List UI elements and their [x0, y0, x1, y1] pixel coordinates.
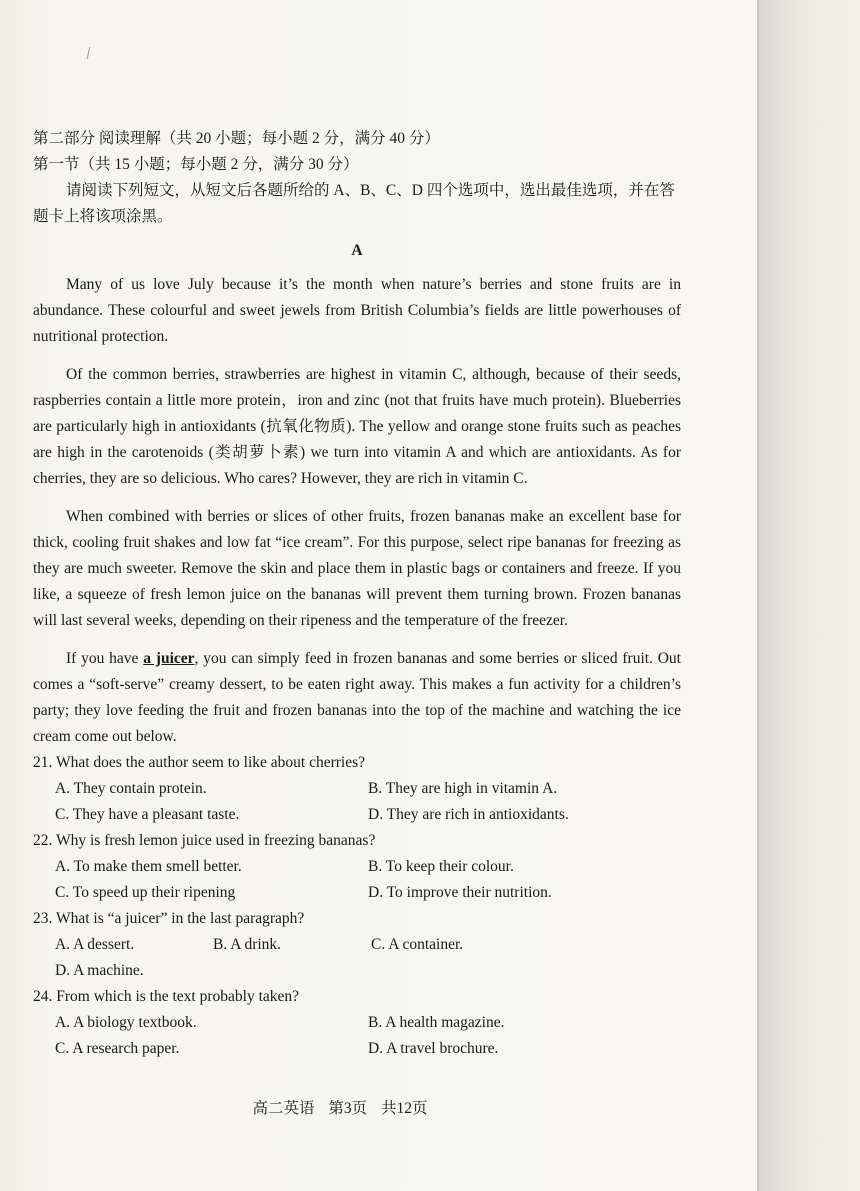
option-list — [33, 932, 681, 984]
option-d: D. A machine. — [55, 962, 144, 979]
option-a: A. To make them smell better. — [55, 858, 242, 875]
option-a: A. A biology textbook. — [55, 1014, 197, 1031]
passage-paragraph-2: Of the common berries, strawberries are highest in vitamin C, although, because of their seeds, raspberries contain a little more protein，iron and zinc (not that fruits have much protein). Blueberries are particularly high in antioxidants (抗氧化物质). The yellow and orange stone fruits such as peaches are high in the carotenoids (类胡萝卜素) we turn into vitamin A and which are antioxidants. As for cherries, they are so delicious. Who cares? However, they are rich in vitamin C. — [33, 366, 681, 487]
juicer-term: a juicer — [143, 650, 195, 667]
passage-paragraph-3: When combined with berries or slices of other fruits, frozen bananas make an excellent base for thick, cooling fruit shakes and low fat “ice cream”. For this purpose, select ripe bananas for freezing as they are much sweeter. Remove the skin and place them in plastic bags or containers and freeze. If you like, a squeeze of fresh lemon juice on the bananas will prevent them turning brown. Frozen bananas will last several weeks, depending on their ripeness and the temperature of the freezer. — [33, 508, 681, 629]
footer-subject: 高二英语 — [252, 1100, 315, 1117]
option-b: B. A health magazine. — [368, 1014, 505, 1031]
passage-label: A — [351, 242, 363, 259]
question-stem: 22. Why is fresh lemon juice used in freezing bananas? — [33, 832, 376, 849]
option-c: C. A research paper. — [55, 1040, 180, 1057]
passage-paragraph-1: Many of us love July because it’s the month when nature’s berries and stone fruits are in abundance. These colourful and sweet jewels from British Columbia’s fields are little powerhouses of nutritional protection. — [33, 276, 681, 345]
option-b: B. To keep their colour. — [368, 858, 514, 875]
paragraph-4-start: If you have — [66, 650, 144, 667]
option-c: C. To speed up their ripening — [55, 884, 236, 901]
question-24 — [33, 984, 681, 1062]
question-22 — [33, 828, 681, 906]
passage-paragraph-4 — [33, 646, 681, 750]
option-a: A. They contain protein. — [55, 780, 207, 797]
next-page-shadow — [759, 0, 860, 1191]
question-stem: 21. What does the author seem to like about cherries? — [33, 754, 365, 771]
page-footer — [0, 1096, 680, 1118]
option-c: C. They have a pleasant taste. — [55, 806, 240, 823]
question-stem: 23. What is “a juicer” in the last paragraph? — [33, 910, 305, 927]
option-b: B. They are high in vitamin A. — [368, 780, 558, 797]
question-21 — [33, 750, 681, 828]
option-d: D. They are rich in antioxidants. — [368, 806, 569, 823]
option-b: B. A drink. — [213, 936, 282, 953]
instructions: 请阅读下列短文，从短文后各题所给的 A、B、C、D 四个选项中，选出最佳选项，并在答题卡上将该项涂黑。 — [33, 182, 675, 225]
option-list — [33, 776, 681, 828]
part-heading: 第二部分 阅读理解（共 20 小题；每小题 2 分，满分 40 分） — [33, 130, 440, 147]
question-23 — [33, 906, 681, 984]
option-a: A. A dessert. — [55, 936, 135, 953]
option-d: D. To improve their nutrition. — [368, 884, 552, 901]
option-list — [33, 1010, 681, 1062]
pen-mark — [87, 47, 90, 59]
reading-section — [33, 126, 681, 1062]
option-list — [33, 854, 681, 906]
question-stem: 24. From which is the text probably taken? — [33, 988, 300, 1005]
option-d: D. A travel brochure. — [368, 1040, 499, 1057]
subsection-heading: 第一节（共 15 小题；每小题 2 分，满分 30 分） — [33, 156, 359, 173]
footer-total-pages: 共12页 — [381, 1100, 428, 1117]
option-c: C. A container. — [371, 936, 464, 953]
paragraph-4-rest: , you can simply feed in frozen bananas and some berries or sliced fruit. Out comes a “soft-serve” creamy dessert, to be eaten right away. This makes a fun activity for a children’s party; they love feeding the fruit and frozen bananas into the top of the machine and watching the ice cream come out below. — [33, 650, 681, 745]
footer-page-number: 第3页 — [328, 1100, 368, 1117]
